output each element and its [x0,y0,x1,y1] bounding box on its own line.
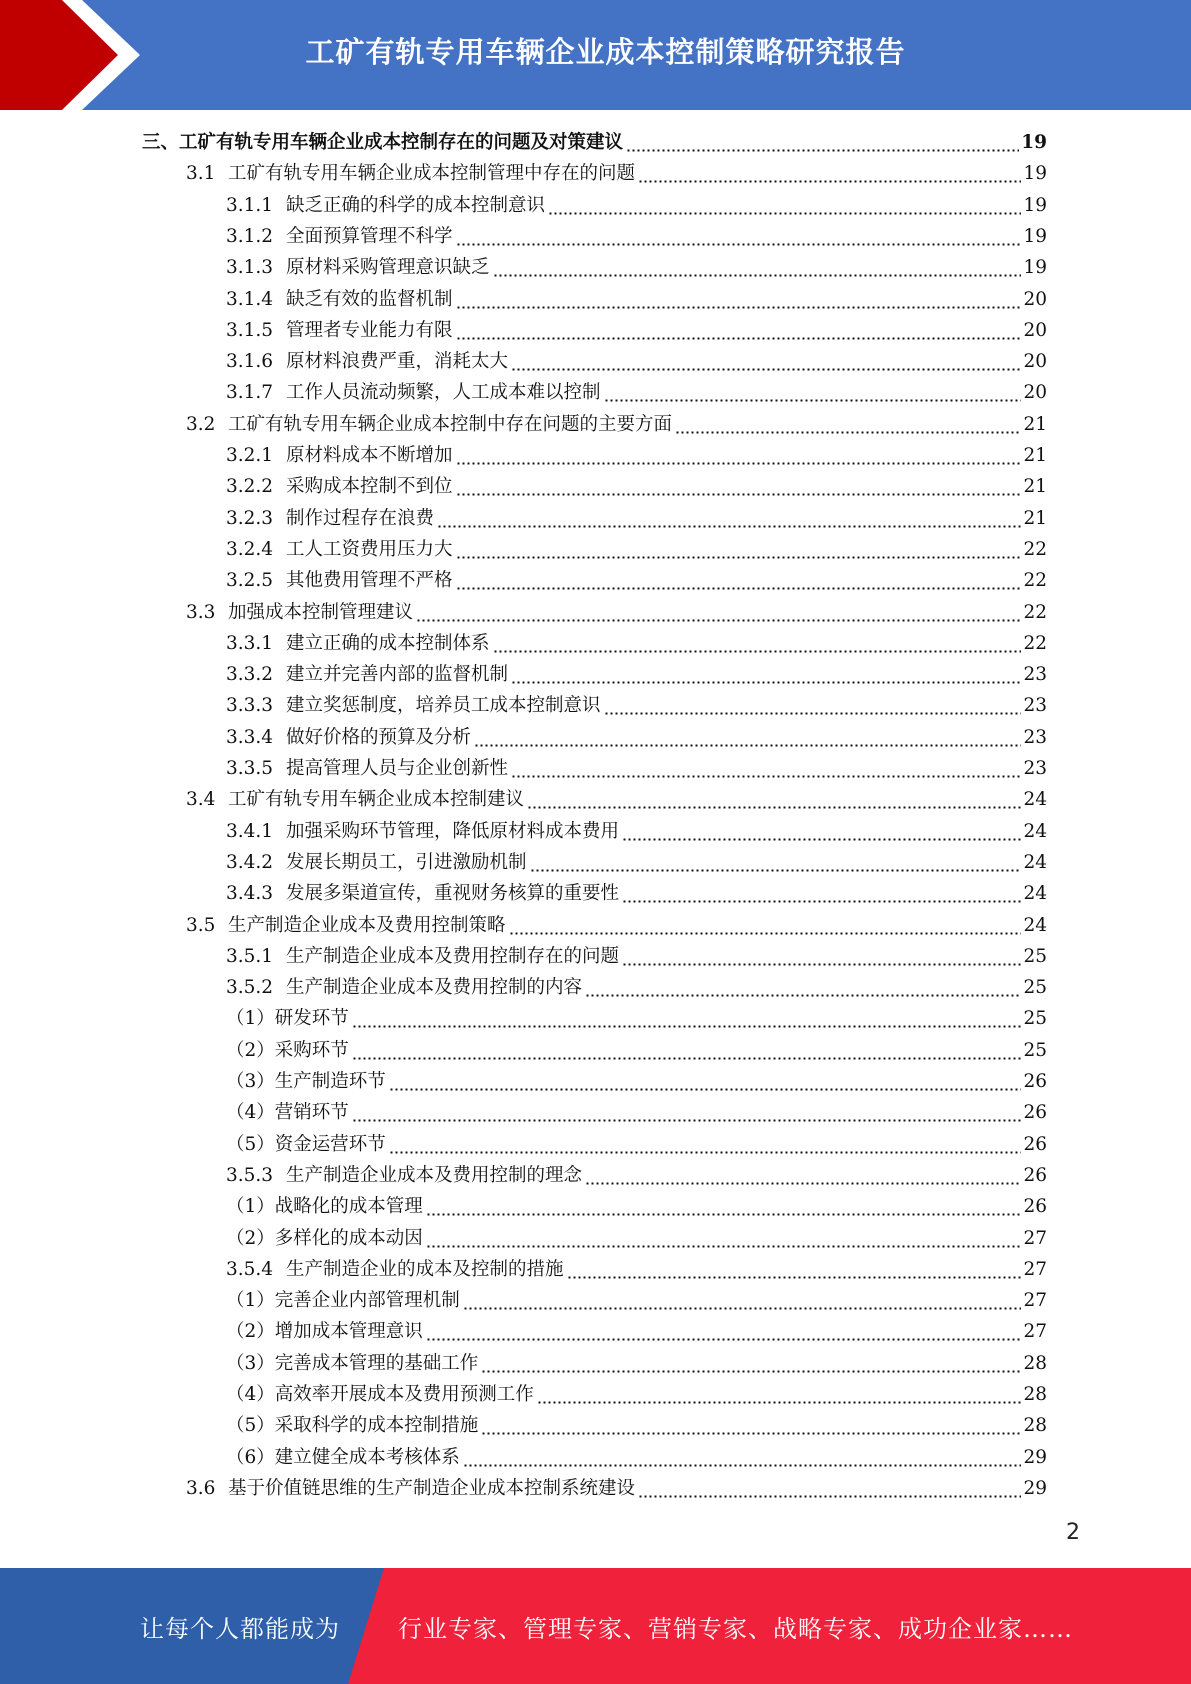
toc-leader-dots [567,1254,1022,1285]
toc-entry-label: 生产制造企业成本及费用控制的理念 [286,1165,583,1186]
toc-leader-dots [511,659,1021,690]
toc-leader-dots [437,503,1021,534]
toc-entry-label: 资金运营环节 [274,1134,386,1155]
toc-leader-dots [638,158,1021,189]
toc-entry-page: 24 [1023,789,1047,810]
toc-entry-number: 3.5 [186,915,216,936]
toc-entry[interactable] [226,1348,1047,1379]
toc-entry[interactable] [226,753,1047,784]
toc-entry-label: 建立正确的成本控制体系 [286,633,490,654]
toc-entry-number: 3.5.1 [226,946,274,967]
toc-leader-dots [416,597,1021,628]
toc-entry-label: 采购环节 [274,1040,349,1061]
toc-entry-page: 25 [1023,977,1047,998]
toc-entry-page: 26 [1023,1102,1047,1123]
toc-entry-number: （4） [226,1102,275,1123]
toc-entry[interactable] [226,503,1047,534]
toc-entry[interactable] [226,847,1047,878]
toc-entry-number: 3.3.2 [226,664,274,685]
toc-entry-number: （1） [226,1290,275,1311]
header-banner [0,0,1191,110]
toc-entry[interactable] [226,1160,1047,1191]
toc-leader-dots [456,284,1022,315]
toc-entry-label: 缺乏有效的监督机制 [286,289,453,310]
toc-leader-dots [675,409,1021,440]
toc-leader-dots [509,910,1022,941]
toc-leader-dots [527,784,1021,815]
toc-entry-page: 24 [1023,915,1047,936]
toc-entry-page: 28 [1023,1353,1047,1374]
toc-entry[interactable] [186,158,1047,189]
toc-entry-page: 19 [1023,195,1047,216]
toc-entry-page: 22 [1023,539,1047,560]
toc-leader-dots [456,440,1022,471]
toc-leader-dots [626,127,1019,158]
toc-entry-number: 3.1.2 [226,226,274,247]
toc-leader-dots [481,1410,1021,1441]
toc-entry-number: 3.4 [186,789,216,810]
toc-leader-dots [389,1066,1022,1097]
toc-entry-page: 25 [1023,1008,1047,1029]
toc-entry-label: 加强采购环节管理，降低原材料成本费用 [286,821,620,842]
toc-entry[interactable] [186,597,1047,628]
toc-entry-number: 3.2.2 [226,476,274,497]
toc-entry-label: 采购成本控制不到位 [286,476,453,497]
toc-entry-page: 21 [1023,508,1047,529]
toc-entry-number: 3.2 [186,414,216,435]
toc-entry-number: 3.3 [186,602,216,623]
toc-entry-number: （2） [226,1040,275,1061]
toc-entry-page: 21 [1023,445,1047,466]
toc-entry[interactable] [226,1254,1047,1285]
toc-entry-page: 24 [1023,821,1047,842]
toc-entry-page: 21 [1023,414,1047,435]
toc-entry-label: 完善成本管理的基础工作 [274,1353,479,1374]
toc-entry-page: 26 [1023,1134,1047,1155]
toc-entry[interactable] [226,1316,1047,1347]
toc-entry-number: 3.4.3 [226,883,274,904]
toc-leader-dots [426,1223,1022,1254]
toc-entry-label: 生产制造环节 [274,1071,386,1092]
toc-leader-dots [474,722,1021,753]
toc-entry-label: 其他费用管理不严格 [286,570,453,591]
toc-entry-label: 高效率开展成本及费用预测工作 [274,1384,534,1405]
toc-entry-page: 28 [1023,1415,1047,1436]
toc-entry-page: 24 [1023,852,1047,873]
toc-entry-number: （5） [226,1134,275,1155]
toc-entry-number: 3.1.5 [226,320,274,341]
toc-entry-page: 25 [1023,946,1047,967]
toc-entry[interactable] [226,1410,1047,1441]
toc-entry[interactable] [226,722,1047,753]
toc-entry-page: 19 [1021,132,1047,153]
toc-leader-dots [426,1316,1022,1347]
toc-entry-page: 27 [1023,1290,1047,1311]
toc-entry-number: （6） [226,1447,275,1468]
toc-entry-page: 27 [1023,1228,1047,1249]
toc-entry-page: 20 [1023,382,1047,403]
toc-entry-label: 基于价值链思维的生产制造企业成本控制系统建设 [228,1478,636,1499]
toc-entry-number: 3.5.4 [226,1259,274,1280]
toc-leader-dots [511,346,1021,377]
toc-entry-page: 19 [1023,226,1047,247]
toc-entry-page: 28 [1023,1384,1047,1405]
report-title: 工矿有轨专用车辆企业成本控制策略研究报告 [305,34,906,69]
toc-entry[interactable] [226,972,1047,1003]
toc-entry-label: 生产制造企业的成本及控制的措施 [286,1259,564,1280]
toc-entry-page: 22 [1023,602,1047,623]
toc-entry-number: 3.1.4 [226,289,274,310]
toc-leader-dots [456,471,1022,502]
toc-entry-page: 21 [1023,476,1047,497]
footer-slogan-left: 让每个人都能成为 [140,1614,340,1643]
toc-entry-page: 23 [1023,664,1047,685]
toc-entry-label: 多样化的成本动因 [274,1228,423,1249]
toc-entry-label: 工作人员流动频繁，人工成本难以控制 [286,382,601,403]
toc-entry[interactable] [226,1223,1047,1254]
toc-leader-dots [638,1473,1021,1504]
toc-entry[interactable] [226,816,1047,847]
toc-entry-number: （1） [226,1008,275,1029]
toc-entry-label: 工矿有轨专用车辆企业成本控制存在的问题及对策建议 [179,132,624,153]
toc-entry[interactable] [226,315,1047,346]
toc-leader-dots [622,816,1021,847]
toc-entry-label: 完善企业内部管理机制 [274,1290,460,1311]
toc-entry[interactable] [226,284,1047,315]
toc-entry-label: 加强成本控制管理建议 [228,602,414,623]
toc-entry-number: 3.2.5 [226,570,274,591]
toc-leader-dots [463,1442,1022,1473]
toc-entry-label: 建立并完善内部的监督机制 [286,664,509,685]
toc-entry-label: 战略化的成本管理 [274,1196,423,1217]
toc-entry-label: 增加成本管理意识 [274,1321,423,1342]
toc-entry-label: 工人工资费用压力大 [286,539,453,560]
toc-leader-dots [456,565,1022,596]
toc-entry-number: （4） [226,1384,275,1405]
toc-leader-dots [622,878,1021,909]
toc-entry[interactable] [142,127,1047,158]
toc-entry[interactable] [226,1285,1047,1316]
toc-entry-number: 3.1.7 [226,382,274,403]
toc-entry-page: 20 [1023,289,1047,310]
toc-entry-number: 3.3.4 [226,727,274,748]
toc-entry-page: 29 [1023,1447,1047,1468]
toc-entry-label: 管理者专业能力有限 [286,320,453,341]
toc-leader-dots [456,534,1022,565]
toc-entry-label: 制作过程存在浪费 [286,508,435,529]
toc-entry-page: 22 [1023,570,1047,591]
toc-entry-page: 26 [1023,1071,1047,1092]
toc-leader-dots [352,1003,1022,1034]
toc-entry-page: 23 [1023,758,1047,779]
toc-leader-dots [548,190,1021,221]
toc-entry-number: 3.4.1 [226,821,274,842]
toc-entry-label: 采取科学的成本控制措施 [274,1415,479,1436]
toc-entry-page: 24 [1023,883,1047,904]
toc-entry-label: 工矿有轨专用车辆企业成本控制建议 [228,789,525,810]
toc-entry[interactable] [226,1191,1047,1222]
toc-leader-dots [585,1160,1021,1191]
toc-entry[interactable] [226,565,1047,596]
toc-entry[interactable] [226,471,1047,502]
toc-entry-page: 19 [1023,163,1047,184]
toc-entry-page: 20 [1023,320,1047,341]
toc-entry[interactable] [226,346,1047,377]
toc-entry-label: 建立健全成本考核体系 [274,1447,460,1468]
toc-entry[interactable] [226,1442,1047,1473]
toc-entry-number: 3.2.3 [226,508,274,529]
toc-leader-dots [622,941,1021,972]
toc-entry[interactable] [226,878,1047,909]
toc-entry[interactable] [186,910,1047,941]
toc-entry-number: 3.6 [186,1478,216,1499]
toc-entry[interactable] [186,1473,1047,1504]
toc-entry-label: 原材料采购管理意识缺乏 [286,257,490,278]
toc-entry-number: 3.1 [186,163,216,184]
toc-entry-number: （5） [226,1415,275,1436]
toc-entry[interactable] [226,1003,1047,1034]
toc-entry-page: 20 [1023,351,1047,372]
toc-entry-label: 原材料成本不断增加 [286,445,453,466]
page-number: 2 [1066,1520,1080,1545]
toc-entry-page: 23 [1023,727,1047,748]
toc-entry-number: 3.2.4 [226,539,274,560]
toc-entry[interactable] [226,377,1047,408]
toc-entry-label: 原材料浪费严重，消耗太大 [286,351,509,372]
toc-leader-dots [463,1285,1022,1316]
toc-entry-label: 缺乏正确的科学的成本控制意识 [286,195,546,216]
toc-entry-number: （1） [226,1196,275,1217]
toc-entry[interactable] [226,1097,1047,1128]
toc-entry-label: 提高管理人员与企业创新性 [286,758,509,779]
toc-entry[interactable] [226,190,1047,221]
toc-leader-dots [426,1191,1022,1222]
toc-entry-label: 做好价格的预算及分析 [286,727,472,748]
toc-entry-label: 生产制造企业成本及费用控制存在的问题 [286,946,620,967]
toc-entry-page: 29 [1023,1478,1047,1499]
toc-entry-label: 工矿有轨专用车辆企业成本控制中存在问题的主要方面 [228,414,673,435]
toc-entry-page: 26 [1023,1165,1047,1186]
toc-entry-page: 27 [1023,1321,1047,1342]
toc-entry-number: 3.1.6 [226,351,274,372]
toc-entry[interactable] [226,628,1047,659]
toc-entry-number: 3.3.5 [226,758,274,779]
toc-entry-number: 3.3.1 [226,633,274,654]
toc-entry-page: 22 [1023,633,1047,654]
toc-entry-number: 3.2.1 [226,445,274,466]
toc-entry[interactable] [186,409,1047,440]
toc-entry[interactable] [226,690,1047,721]
toc-entry-page: 23 [1023,695,1047,716]
toc-leader-dots [481,1348,1021,1379]
toc-entry-label: 营销环节 [274,1102,349,1123]
toc-entry-label: 全面预算管理不科学 [286,226,453,247]
toc-entry[interactable] [226,221,1047,252]
toc-entry-label: 发展多渠道宣传，重视财务核算的重要性 [286,883,620,904]
toc-entry-number: （2） [226,1321,275,1342]
toc-entry[interactable] [226,440,1047,471]
toc-leader-dots [530,847,1022,878]
toc-entry-number: 3.5.3 [226,1165,274,1186]
toc-leader-dots [456,315,1022,346]
toc-entry[interactable] [186,784,1047,815]
toc-leader-dots [493,628,1022,659]
toc-entry-label: 工矿有轨专用车辆企业成本控制管理中存在的问题 [228,163,636,184]
toc-leader-dots [604,690,1022,721]
toc-entry-page: 19 [1023,257,1047,278]
toc-entry[interactable] [226,659,1047,690]
toc-entry-page: 25 [1023,1040,1047,1061]
toc-entry-label: 建立奖惩制度，培养员工成本控制意识 [286,695,601,716]
toc-entry-number: 3.1.1 [226,195,274,216]
toc-entry-number: （3） [226,1071,275,1092]
toc-entry[interactable] [226,534,1047,565]
toc-entry[interactable] [226,1066,1047,1097]
toc-entry[interactable] [226,1129,1047,1160]
toc-entry[interactable] [226,1035,1047,1066]
toc-entry-page: 26 [1023,1196,1047,1217]
toc-entry-number: 3.4.2 [226,852,274,873]
toc-entry-number: （3） [226,1353,275,1374]
toc-entry-number: （2） [226,1228,275,1249]
toc-entry-page: 27 [1023,1259,1047,1280]
footer-banner [0,1568,1191,1684]
toc-entry-label: 发展长期员工，引进激励机制 [286,852,527,873]
toc-leader-dots [537,1379,1022,1410]
toc-entry-label: 生产制造企业成本及费用控制的内容 [286,977,583,998]
toc-entry-label: 研发环节 [274,1008,349,1029]
toc-entry[interactable] [226,941,1047,972]
toc-entry-number: 3.1.3 [226,257,274,278]
toc-entry-number: 3.3.3 [226,695,274,716]
toc-leader-dots [493,252,1022,283]
toc-leader-dots [511,753,1021,784]
arrow-decoration-icon [0,0,150,110]
toc-entry-label: 生产制造企业成本及费用控制策略 [228,915,506,936]
toc-leader-dots [604,377,1022,408]
toc-leader-dots [456,221,1022,252]
toc-entry-number: 三、 [142,132,180,153]
toc-leader-dots [389,1129,1022,1160]
toc-entry[interactable] [226,252,1047,283]
toc-leader-dots [352,1097,1022,1128]
toc-entry[interactable] [226,1379,1047,1410]
toc-entry-number: 3.5.2 [226,977,274,998]
toc-leader-dots [352,1035,1022,1066]
footer-slogan-right: 行业专家、管理专家、营销专家、战略专家、成功企业家…… [398,1614,1073,1643]
toc-leader-dots [585,972,1021,1003]
